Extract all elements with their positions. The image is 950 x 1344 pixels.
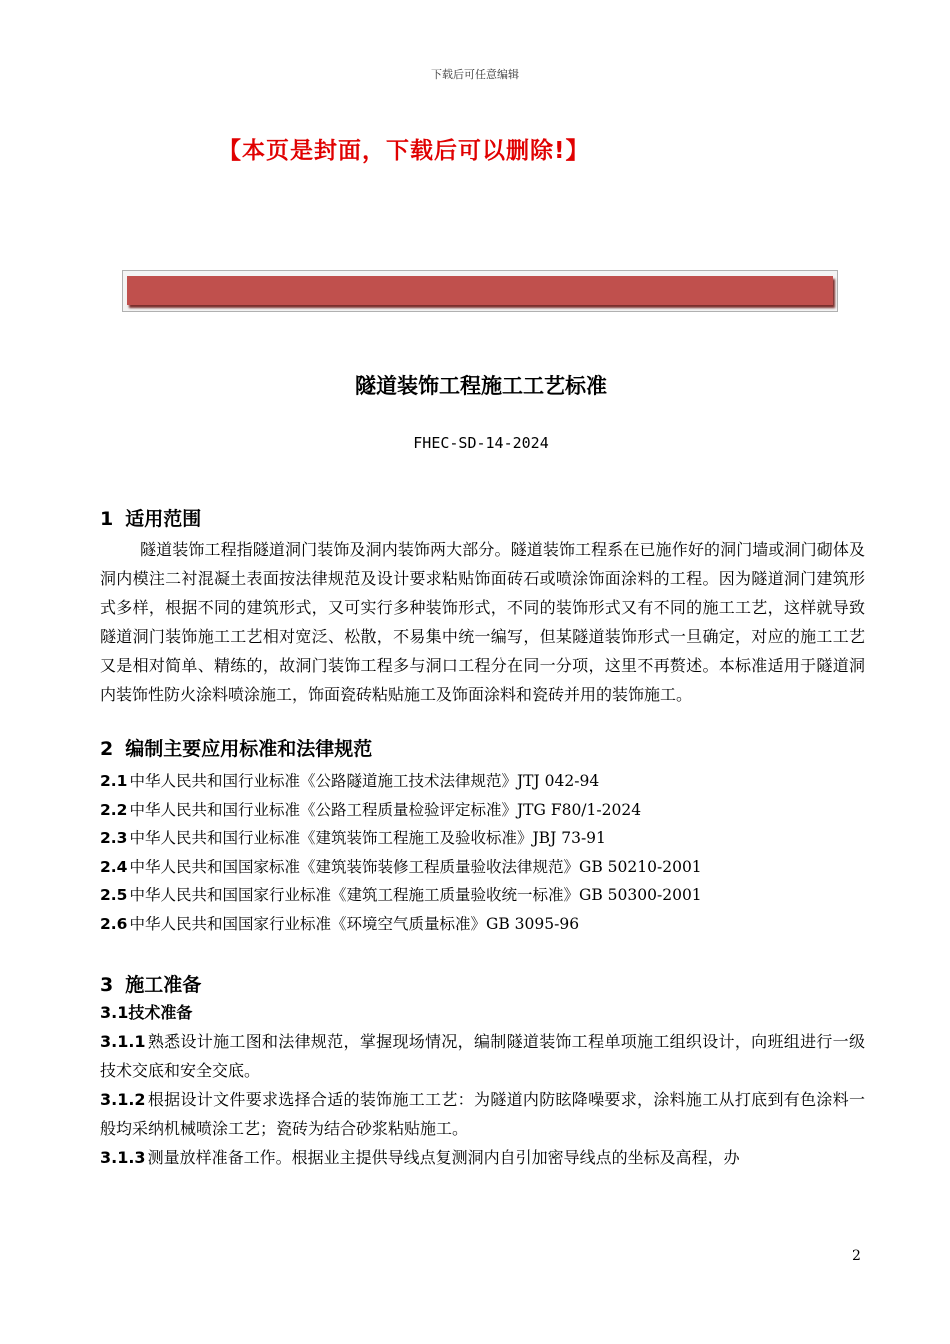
cover-notice: 【本页是封面，下载后可以删除!】: [218, 138, 590, 164]
section-number: 1: [100, 508, 114, 530]
item-text: 测量放样准备工作。根据业主提供导线点复测洞内自引加密导线点的坐标及高程，办: [147, 1147, 740, 1167]
reference-text: 中华人民共和国行业标准《公路隧道施工技术法律规范》JTJ 042-94: [129, 772, 600, 790]
section-title: 施工准备: [125, 973, 202, 996]
section-3-heading: [100, 971, 865, 999]
section-title: 编制主要应用标准和法律规范: [125, 738, 373, 760]
reference-text: 中华人民共和国国家标准《建筑装饰装修工程质量验收法律规范》GB 50210-2001: [129, 857, 702, 876]
item-text: 根据设计文件要求选择合适的装饰施工工艺：为隧道内防眩降噪要求，涂料施工从打底到有色涂料一般均采纳机械喷涂工艺；瓷砖为结合砂浆粘贴施工。: [100, 1089, 865, 1138]
title-banner: [127, 276, 833, 305]
reference-number: 2.6: [100, 914, 128, 933]
item-text: 熟悉设计施工图和法律规范，掌握现场情况，编制隧道装饰工程单项施工组织设计，向班组进行一级技术交底和安全交底。: [100, 1031, 865, 1080]
list-item: [100, 1143, 865, 1172]
section-number: 3: [100, 973, 114, 996]
item-number: 3.1.1: [100, 1031, 146, 1051]
reference-number: 2.1: [100, 772, 128, 790]
reference-number: 2.3: [100, 829, 128, 848]
section-2-heading: [100, 735, 865, 763]
section-1-body: 隧道装饰工程指隧道洞门装饰及洞内装饰两大部分。隧道装饰工程系在已施作好的洞门墙或洞门砌体及洞内模注二衬混凝土表面按法律规范及设计要求粘贴饰面砖石或喷涂饰面涂料的工程。因为隧道洞门建筑形式多样，根据不同的建筑形式，又可实行多种装饰形式，不同的装饰形式又有不同的施工工艺，这样就导致隧道洞门装饰施工工艺相对宽泛、松散，不易集中统一编写，但某隧道装饰形式一旦确定，对应的施工工艺又是相对简单、精练的，故洞门装饰工程多与洞口工程分在同一分项，这里不再赘述。本标准适用于隧道洞内装饰性防火涂料喷涂施工，饰面瓷砖粘贴施工及饰面涂料和瓷砖并用的装饰施工。: [100, 540, 865, 704]
title-banner-frame: [122, 270, 838, 312]
reference-text: 中华人民共和国国家行业标准《环境空气质量标准》GB 3095-96: [129, 914, 580, 933]
reference-number: 2.5: [100, 886, 128, 905]
reference-item: [100, 853, 865, 882]
subsection-title: 技术准备: [128, 1002, 193, 1022]
section-title: 适用范围: [125, 508, 202, 530]
document-code: FHEC-SD-14-2024: [413, 434, 549, 452]
item-number: 3.1.3: [100, 1147, 146, 1167]
list-item: [100, 1027, 865, 1085]
reference-item: [100, 767, 865, 796]
page-number: 2: [852, 1248, 861, 1264]
reference-item: [100, 910, 865, 939]
reference-text: 中华人民共和国行业标准《公路工程质量检验评定标准》JTG F80/1-2024: [129, 800, 642, 819]
list-item: [100, 1085, 865, 1143]
reference-item: [100, 796, 865, 825]
section-number: 2: [100, 738, 114, 760]
header-note: 下载后可任意编辑: [431, 68, 519, 81]
subsection-number: 3.1: [100, 1002, 129, 1022]
subsection-3-1-heading: [100, 999, 865, 1027]
reference-item: [100, 824, 865, 853]
reference-list: [100, 767, 865, 939]
reference-number: 2.2: [100, 800, 128, 819]
section-1-heading: [100, 505, 865, 533]
reference-item: [100, 881, 865, 910]
document-title: 隧道装饰工程施工工艺标准: [355, 373, 607, 398]
reference-text: 中华人民共和国行业标准《建筑装饰工程施工及验收标准》JBJ 73-91: [129, 829, 606, 848]
reference-number: 2.4: [100, 857, 128, 876]
reference-text: 中华人民共和国国家行业标准《建筑工程施工质量验收统一标准》GB 50300-2001: [129, 886, 702, 905]
item-number: 3.1.2: [100, 1089, 146, 1109]
document-body: [100, 505, 865, 1172]
